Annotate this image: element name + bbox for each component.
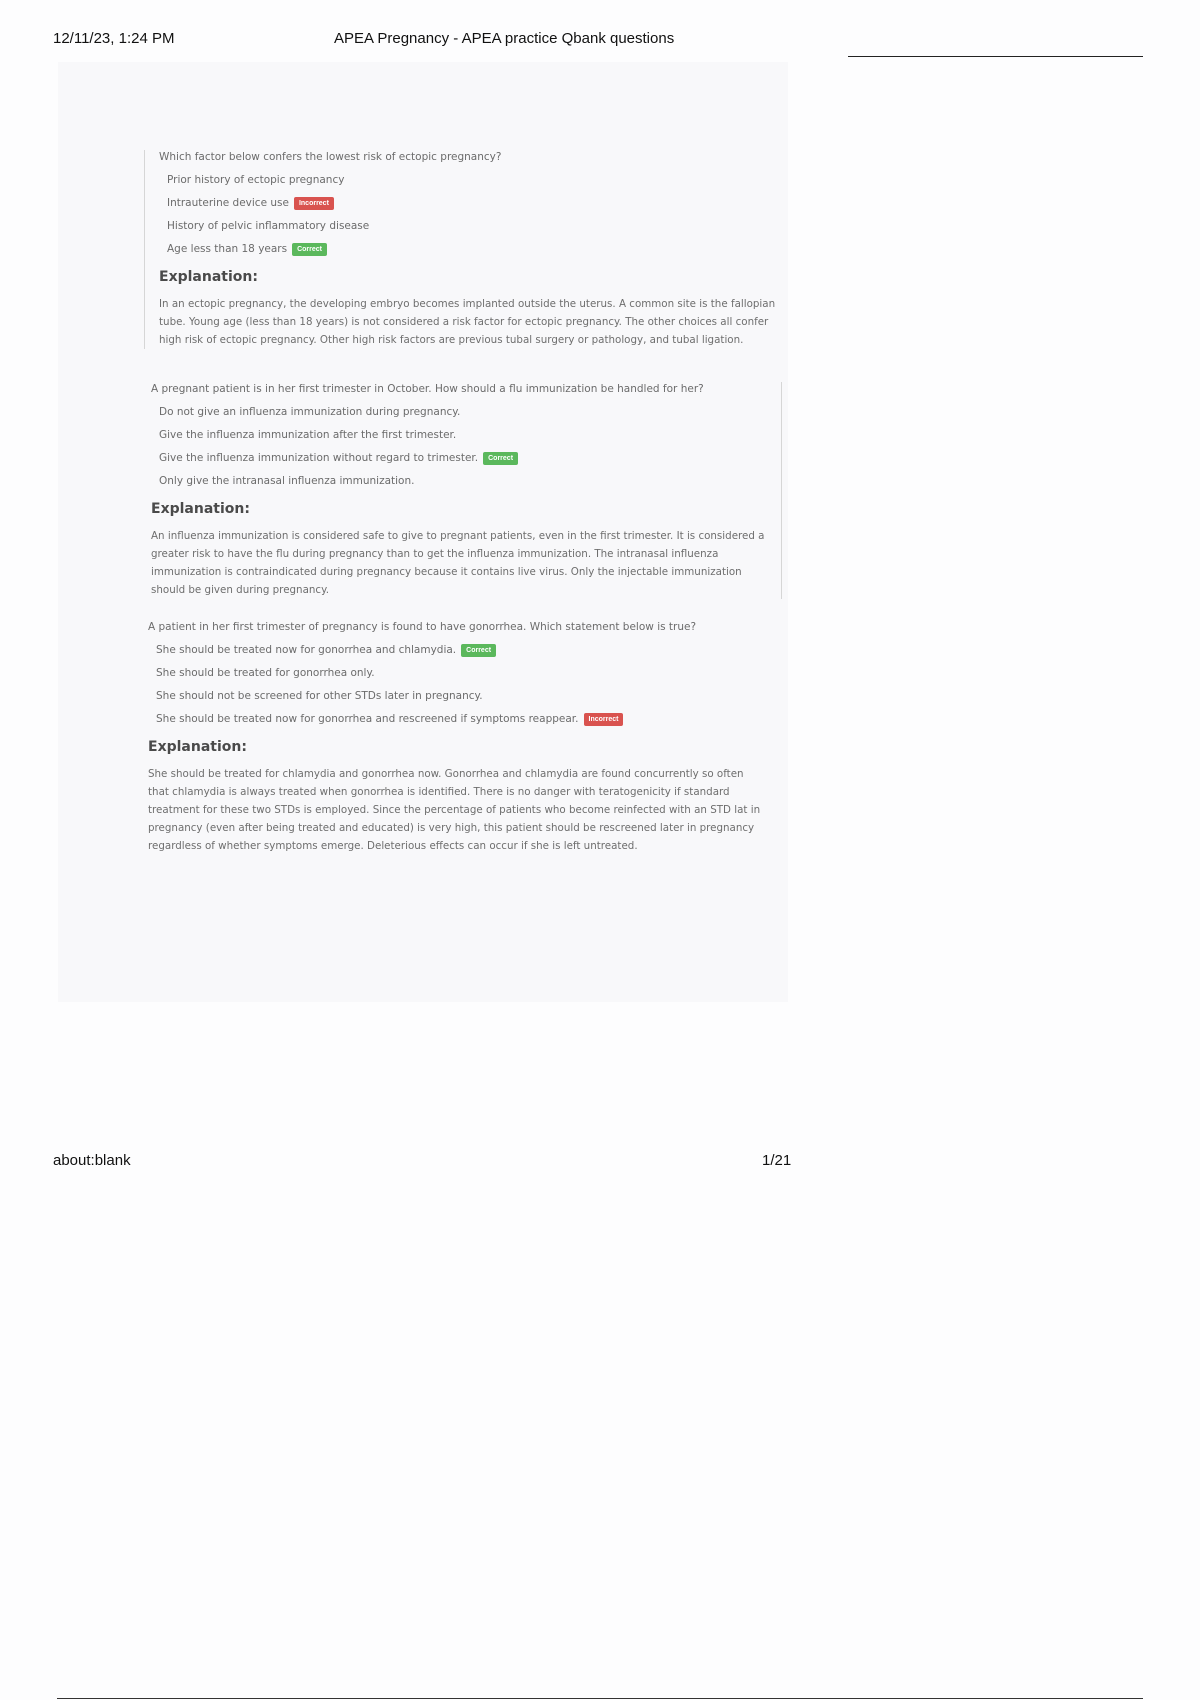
answer-choice-text: She should be treated now for gonorrhea and rescreened if symptoms reappear.: [156, 713, 579, 725]
answer-choice-text: History of pelvic inflammatory disease: [167, 220, 370, 232]
question-block-3: [148, 620, 762, 855]
bottom-divider: [57, 1698, 1143, 1699]
question-block-2: [151, 382, 782, 599]
incorrect-badge: Incorrect: [294, 197, 334, 210]
answer-choice[interactable]: [156, 689, 762, 704]
answer-choice[interactable]: [159, 451, 777, 466]
answer-choice-text: Give the influenza immunization without regard to trimester.: [159, 452, 479, 464]
answer-choice[interactable]: [167, 196, 785, 211]
answer-choice[interactable]: [167, 173, 785, 188]
incorrect-badge: Incorrect: [584, 713, 624, 726]
page-title: APEA Pregnancy - APEA practice Qbank questions: [334, 30, 675, 47]
explanation-heading: Explanation:: [148, 739, 247, 755]
answer-choice-text: Intrauterine device use: [167, 197, 289, 209]
explanation-text: She should be treated for chlamydia and gonorrhea now. Gonorrhea and chlamydia are found concurrently so often that chlamydia is always treated when gonorrhea is identified. There is no danger with teratogenicity if standard treatment for these two STDs is employed. Since the percentage of patients who become reinfected with an STD lat in pregnancy (even after being treated and educated) is very high, this patient should be rescreened later in pregnancy regardless of whether symptoms emerge. Deleterious effects can occur if she is left untreated.: [148, 768, 761, 852]
answer-choice-text: Prior history of ectopic pregnancy: [167, 174, 345, 186]
explanation-text: An influenza immunization is considered safe to give to pregnant patients, even in the first trimester. It is considered a greater risk to have the flu during pregnancy than to get the influenza immunization. The intranasal influenza immunization is contraindicated during pregnancy because it contains live virus. Only the injectable immunization should be given during pregnancy.: [151, 530, 765, 596]
print-datetime: 12/11/23, 1:24 PM: [53, 30, 175, 47]
correct-badge: Correct: [292, 243, 327, 256]
answer-choice[interactable]: [167, 242, 785, 257]
answer-choice[interactable]: [159, 428, 777, 443]
answer-choice-text: She should be treated for gonorrhea only.: [156, 667, 375, 679]
question-text: A patient in her first trimester of pregnancy is found to have gonorrhea. Which statement below is true?: [148, 621, 697, 633]
correct-badge: Correct: [461, 644, 496, 657]
answer-choice-text: She should be treated now for gonorrhea and chlamydia.: [156, 644, 457, 656]
question-block-1: [144, 150, 785, 349]
answer-choice-text: Age less than 18 years: [167, 243, 288, 255]
page-number: 1/21: [762, 1152, 792, 1169]
answer-choice[interactable]: [156, 712, 762, 727]
header-divider: [848, 56, 1143, 57]
answer-choice[interactable]: [167, 219, 785, 234]
correct-badge: Correct: [483, 452, 518, 465]
explanation-heading: Explanation:: [159, 269, 258, 285]
answer-choice-text: Only give the intranasal influenza immunization.: [159, 475, 415, 487]
answer-choice-text: She should not be screened for other STDs later in pregnancy.: [156, 690, 483, 702]
answer-choice[interactable]: [156, 666, 762, 681]
question-text: A pregnant patient is in her first trimester in October. How should a flu immunization be handled for her?: [151, 383, 704, 395]
answer-choice[interactable]: [156, 643, 762, 658]
question-text: Which factor below confers the lowest risk of ectopic pregnancy?: [159, 151, 502, 163]
answer-choice[interactable]: [159, 405, 777, 420]
answer-choice-text: Give the influenza immunization after the first trimester.: [159, 429, 457, 441]
explanation-text: In an ectopic pregnancy, the developing embryo becomes implanted outside the uterus. A common site is the fallopian tube. Young age (less than 18 years) is not considered a risk factor for ectopic pregnancy. The other choices all confer high risk of ectopic pregnancy. Other high risk factors are previous tubal surgery or pathology, and tubal ligation.: [159, 298, 776, 346]
answer-choice[interactable]: [159, 474, 777, 489]
print-url: about:blank: [53, 1152, 131, 1169]
answer-choice-text: Do not give an influenza immunization during pregnancy.: [159, 406, 461, 418]
explanation-heading: Explanation:: [151, 501, 250, 517]
